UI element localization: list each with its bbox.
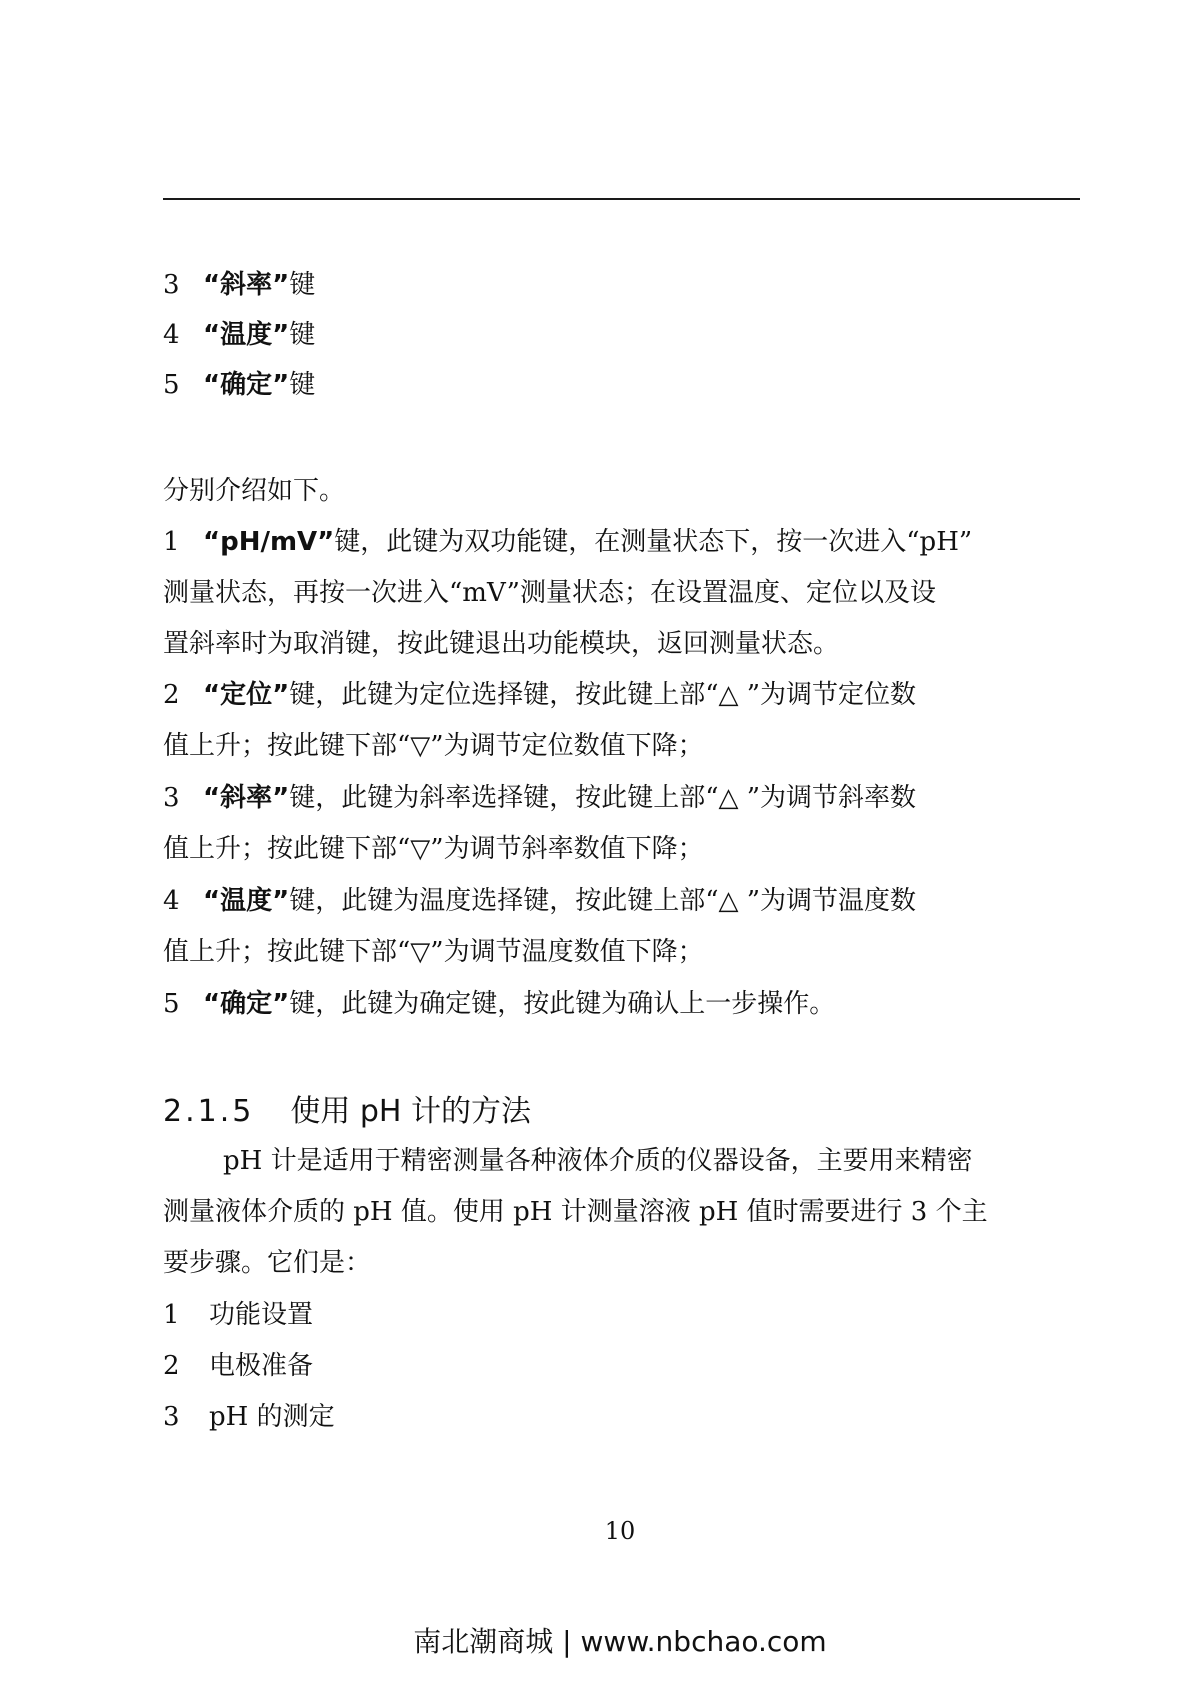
key-list-item (163, 318, 315, 352)
desc-xielv-line1 (163, 781, 916, 815)
desc-dingwei-line2: 值上升；按此键下部“▽”为调节定位数值下降； (163, 731, 704, 761)
key-name: “斜率” (203, 783, 290, 813)
desc-wendu-line2: 值上升；按此键下部“▽”为调节温度数值下降； (163, 937, 704, 967)
key-list-item (163, 268, 315, 302)
intro-text: 分别介绍如下。 (163, 476, 346, 506)
desc-wendu-line1 (163, 884, 916, 918)
desc-ph-mv-line1 (163, 525, 972, 559)
step-text: 电极准备 (209, 1351, 314, 1381)
list-number: 4 (163, 886, 180, 916)
step-number: 2 (163, 1351, 180, 1381)
section-paragraph-line3: 要步骤。它们是： (163, 1248, 372, 1278)
list-number: 4 (163, 320, 180, 350)
desc-xielv-line2: 值上升；按此键下部“▽”为调节斜率数值下降； (163, 834, 704, 864)
key-suffix: 键 (289, 370, 316, 400)
key-name: “斜率” (203, 270, 290, 300)
section-paragraph-line2: 测量液体介质的 pH 值。使用 pH 计测量溶液 pH 值时需要进行 3 个主 (163, 1197, 988, 1227)
step-item (163, 1400, 335, 1434)
key-name: “温度” (203, 320, 290, 350)
list-number: 5 (163, 370, 180, 400)
key-list-item (163, 368, 315, 402)
desc-text: 键，此键为确定键，按此键为确认上一步操作。 (289, 989, 836, 1019)
desc-text: 键，此键为双功能键，在测量状态下，按一次进入“pH” (334, 527, 973, 557)
list-number: 3 (163, 270, 180, 300)
desc-ph-mv-line2: 测量状态，再按一次进入“mV”测量状态；在设置温度、定位以及设 (163, 578, 936, 608)
section-number: 2.1.5 (163, 1094, 255, 1129)
step-number: 1 (163, 1300, 180, 1330)
step-number: 3 (163, 1402, 180, 1432)
header-rule (163, 198, 1080, 200)
list-number: 2 (163, 680, 180, 710)
key-suffix: 键 (289, 270, 316, 300)
list-number: 1 (163, 527, 180, 557)
key-name: “pH/mV” (203, 527, 335, 557)
step-item (163, 1298, 313, 1332)
step-text: 功能设置 (209, 1300, 314, 1330)
section-heading (163, 1093, 531, 1131)
desc-text: 键，此键为斜率选择键，按此键上部“△ ”为调节斜率数 (289, 783, 917, 813)
section-paragraph-line1: pH 计是适用于精密测量各种液体介质的仪器设备，主要用来精密 (223, 1146, 973, 1176)
key-suffix: 键 (289, 320, 316, 350)
list-number: 5 (163, 989, 180, 1019)
footer-watermark: 南北潮商城 | www.nbchao.com (413, 1625, 827, 1658)
key-name: “定位” (203, 680, 290, 710)
page-number: 10 (604, 1517, 636, 1545)
desc-ph-mv-line3: 置斜率时为取消键，按此键退出功能模块，返回测量状态。 (163, 629, 840, 659)
key-name: “确定” (203, 989, 290, 1019)
desc-text: 键，此键为定位选择键，按此键上部“△ ”为调节定位数 (289, 680, 917, 710)
key-name: “温度” (203, 886, 290, 916)
desc-queding-line1 (163, 987, 835, 1021)
step-item (163, 1349, 313, 1383)
key-name: “确定” (203, 370, 290, 400)
step-text: pH 的测定 (209, 1402, 335, 1432)
list-number: 3 (163, 783, 180, 813)
desc-text: 键，此键为温度选择键，按此键上部“△ ”为调节温度数 (289, 886, 917, 916)
desc-dingwei-line1 (163, 678, 916, 712)
section-title: 使用 pH 计的方法 (290, 1094, 532, 1129)
